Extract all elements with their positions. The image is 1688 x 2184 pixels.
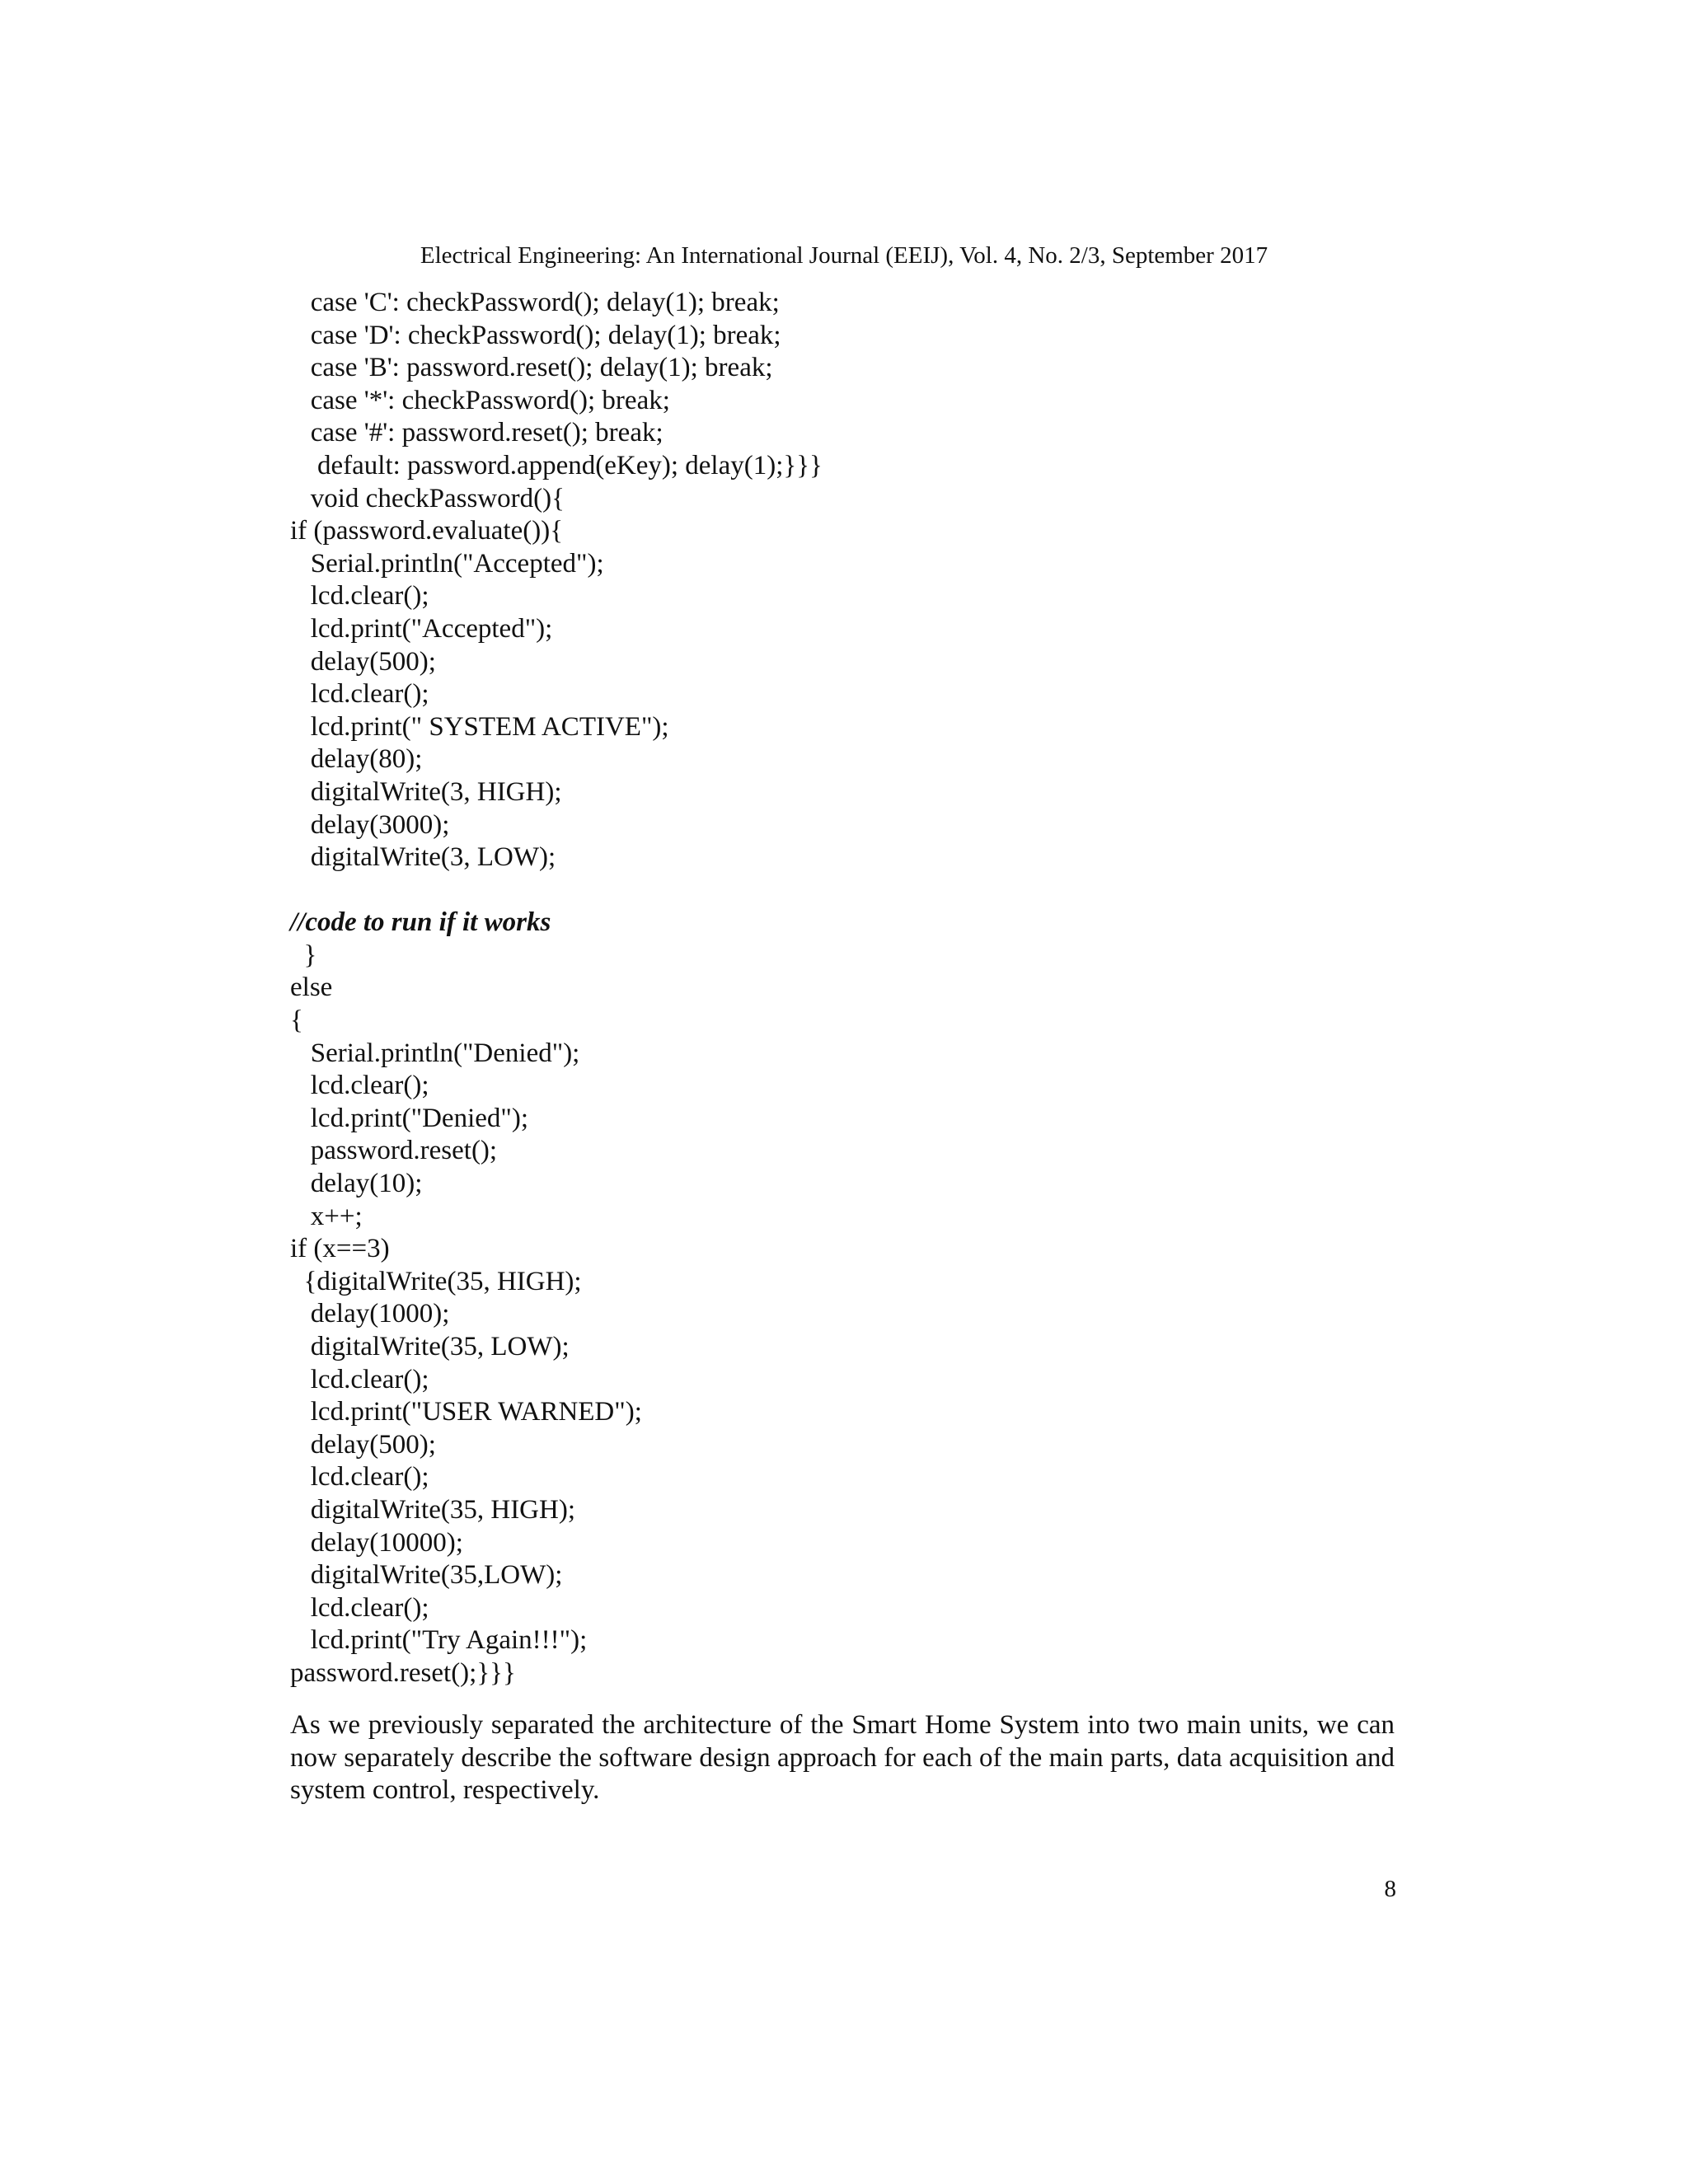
code-line: delay(10000); — [290, 1527, 463, 1558]
code-line: lcd.print("Accepted"); — [290, 613, 553, 644]
page-number: 8 — [1384, 1876, 1396, 1902]
code-line: if (x==3) — [290, 1234, 390, 1264]
code-line: lcd.clear(); — [290, 1462, 429, 1493]
body-paragraph: As we previously separated the architecture of the Smart Home System into two main units, we can now separately describe the software design approach for each of the main parts, data acquisition and system control, respectively. — [290, 1710, 1395, 1806]
code-line: delay(10); — [290, 1169, 423, 1199]
code-line: case '*': checkPassword(); break; — [290, 385, 670, 415]
code-line: lcd.clear(); — [290, 1071, 429, 1101]
code-line: Serial.println("Accepted"); — [290, 548, 604, 579]
code-line: void checkPassword(){ — [290, 483, 565, 513]
code-line: delay(500); — [290, 646, 436, 677]
code-line: delay(3000); — [290, 809, 450, 840]
code-line: case 'B': password.reset(); delay(1); break; — [290, 353, 773, 383]
code-line: digitalWrite(3, HIGH); — [290, 776, 562, 807]
code-line: delay(80); — [290, 744, 423, 775]
code-line: password.reset(); — [290, 1136, 498, 1166]
code-line: digitalWrite(35, LOW); — [290, 1332, 570, 1361]
code-line: lcd.print("Denied"); — [290, 1103, 529, 1133]
code-line: Serial.println("Denied"); — [290, 1038, 580, 1068]
code-line: lcd.clear(); — [290, 581, 429, 612]
code-line: case '#': password.reset(); break; — [290, 418, 663, 448]
code-line: digitalWrite(35,LOW); — [290, 1560, 563, 1591]
code-line: digitalWrite(3, LOW); — [290, 842, 556, 873]
code-line: lcd.print("USER WARNED"); — [290, 1397, 642, 1427]
code-line: digitalWrite(35, HIGH); — [290, 1494, 576, 1525]
code-line: x++; — [290, 1201, 363, 1231]
code-line: else — [290, 972, 333, 1003]
code-comment: //code to run if it works — [290, 907, 551, 938]
code-line: lcd.clear(); — [290, 679, 429, 710]
code-line: lcd.print("Try Again!!!"); — [290, 1625, 588, 1656]
code-line: password.reset();}}} — [290, 1657, 516, 1688]
code-line: case 'D': checkPassword(); delay(1); break; — [290, 320, 781, 350]
code-listing — [290, 287, 1444, 1690]
code-line: delay(500); — [290, 1429, 436, 1460]
code-line: default: password.append(eKey); delay(1);}}} — [290, 450, 823, 480]
code-line: lcd.clear(); — [290, 1364, 429, 1394]
code-line: } — [290, 940, 317, 970]
code-line: { — [290, 1005, 303, 1036]
code-line: if (password.evaluate()){ — [290, 516, 564, 546]
code-line: {digitalWrite(35, HIGH); — [290, 1266, 582, 1296]
code-line: delay(1000); — [290, 1299, 450, 1329]
running-header: Electrical Engineering: An International Journal (EEIJ), Vol. 4, No. 2/3, September 2017 — [420, 242, 1268, 269]
code-line — [290, 874, 1444, 907]
code-line: case 'C': checkPassword(); delay(1); break; — [290, 288, 780, 317]
code-line: lcd.clear(); — [290, 1592, 429, 1623]
code-line: lcd.print(" SYSTEM ACTIVE"); — [290, 711, 669, 742]
